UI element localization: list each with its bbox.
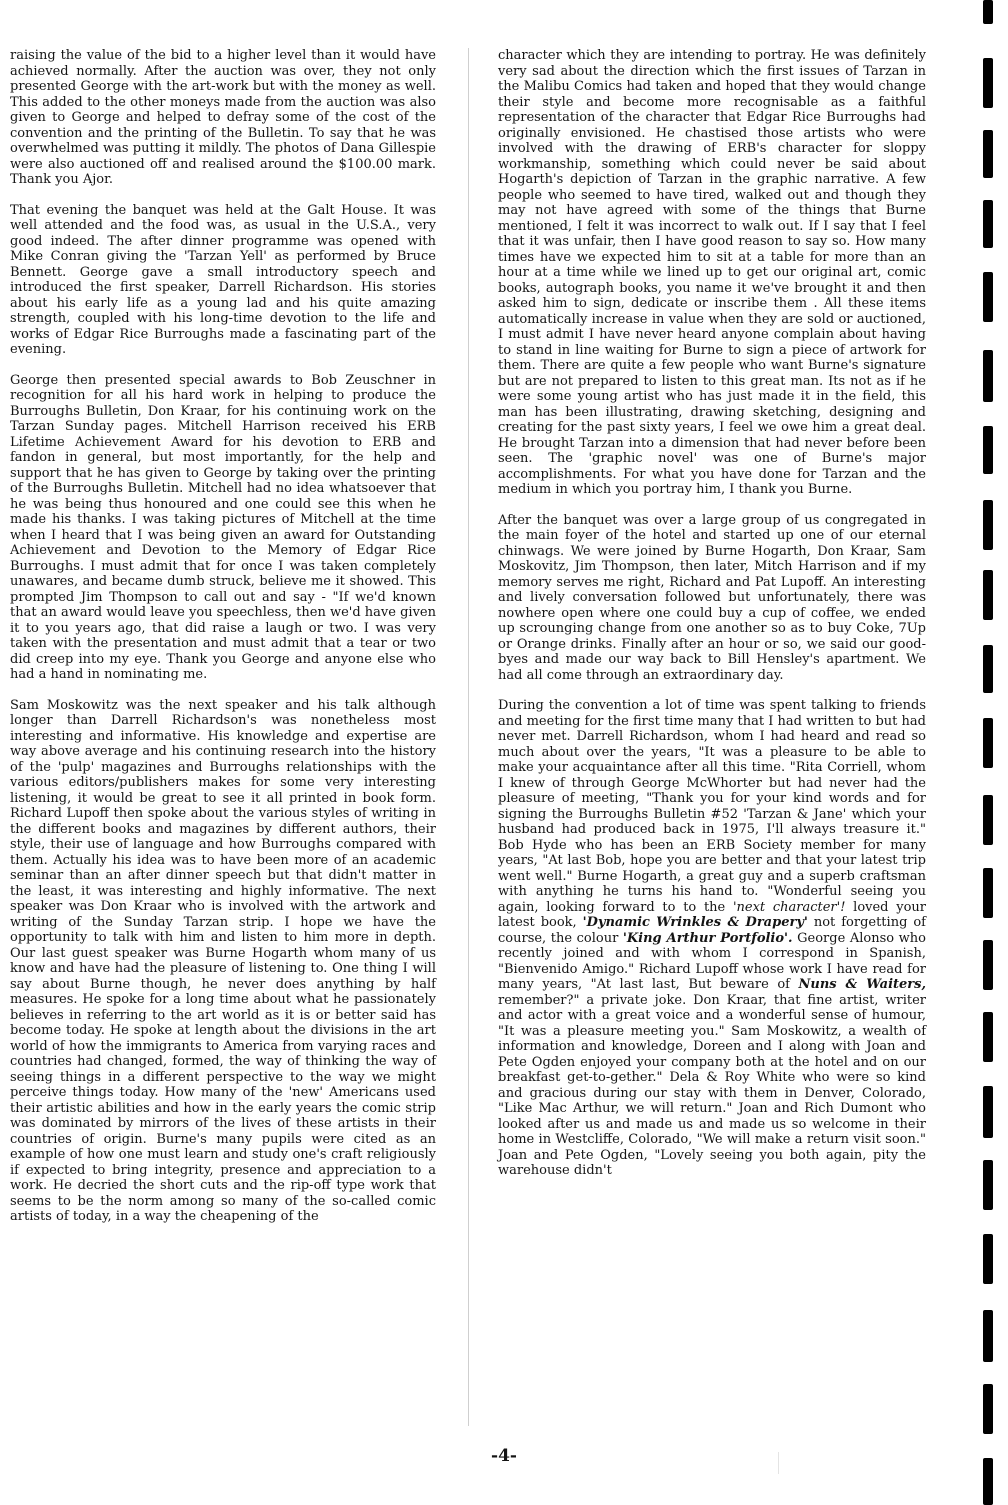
binding-mark (983, 1086, 993, 1138)
book-title: 'Dynamic Wrinkles & Drapery' (582, 915, 808, 930)
paragraph-hogarth: character which they are intending to portray. He was definitely very sad about the direction which the first issues of Tarzan in the Malibu Comics had taken and hoped that they would change their style and become more recognisable as a faithful representation of the character that Edgar Rice Burroughs had originally envisioned. He chastised those artists who were involved with the drawing of ERB's character for sloppy workmanship, something which could never be said about Hogarth's depiction of Tarzan in the graphic narrative. A few people who seemed to have tired, walked out and though they may not have agreed with some of the things that Burne mentioned, I felt it was incorrect to walk out. If I say that I feel that it was unfair, then I have good reason to say so. How many times have we expected him to sit at a table for more than an hour at a time while we lined up to get our original art, comic books, autograph books, you name it we've brought it and then asked him to sign, dedicate or inscribe them . All these items automatically increase in value when they are sold or auctioned, I must admit I have never heard anyone complain about having to stand in line waiting for Burne to sign a piece of artwork for them. There are quite a few people who want Burne's signature but are not prepared to listen to this great man. Its not as if he were some young artist who has just made it in the field, this man has been illustrating, drawing sketching, designing and creating for the past sixty years, I feel we owe him a great deal. He brought Tarzan into a dimension that had never before been seen. The 'graphic novel' was one of Burne's major accomplishments. For what you have done for Tarzan and the medium in which you portray him, I thank you Burne. (498, 48, 926, 497)
text-run: remember?" a private joke. Don Kraar, that fine artist, writer and actor with a great voice and a wonderful sense of humour, "It was a pleasure meeting you." Sam Moskowitz, a wealth of information and knowledge, Doreen and I along with Joan and Pete Ogden enjoyed your company both at the hotel and on our breakfast get-to-gether." Dela & Roy White who were so kind and gracious during our stay with them in Denver, Colorado, "Like Mac Arthur, we will return." Joan and Rich Dumont who looked after us and made us and made us so welcome in their home in Westcliffe, Colorado, "We will make a return visit soon." Joan and Pete Ogden, "Lovely seeing you both again, pity the warehouse didn't (498, 992, 926, 1178)
paragraph-speakers: Sam Moskowitz was the next speaker and his talk although longer than Darrell Richardson's was nonetheless most interesting and informative. His knowledge and expertise are way above average and his continuing research into the history of the 'pulp' magazines and Burroughs relationships with the various editors/publishers makes for some very interesting listening, it would be great to see it all printed in book form. Richard Lupoff then spoke about the various styles of writing in the different books and magazines by different authors, their style, their use of language and how Burroughs compared with them. Actually his idea was to have been more of an academic seminar than an after dinner speech but that didn't matter in the least, it was interesting and highly informative. The next speaker was Don Kraar who is involved with the artwork and writing of the Sunday Tarzan strip. I hope we have the opportunity to talk with him and listen to him more in depth. Our last guest speaker was Burne Hogarth whom many of us know and have had the pleasure of listening to. One thing I will say about Burne though, he never does anything by half measures. He spoke for a long time about what he passionately believes in referring to the art world as it is or better said has become today. He spoke at length about the divisions in the art world of how the immigrants to America from varying races and countries had changed, formed, the way of thinking the way of seeing things in a different perspective to the way we might perceive things today. How many of the 'new' Americans used their artistic abilities and how in the early years the comic strip was dominated by mirrors of the lives of these artists in their countries of origin. Burne's many pupils were cited as an example of how one must learn and study one's craft religiously if expected to bring integrity, presence and appreciation to a work. He decried the short cuts and the rip-off type work that seems to be the norm among so many of the so-called comic artists of today, in a way the cheapening of the (10, 697, 436, 1224)
binding-mark (983, 868, 993, 918)
binding-mark (983, 130, 993, 178)
text-run: loved your latest book, (498, 899, 926, 930)
paragraph-awards: George then presented special awards to Bob Zeuschner in recognition for all his hard work in helping to produce the Burroughs Bulletin, Don Kraar, for his continuing work on the Tarzan Sunday pages. Mitchell Harrison received his ERB Lifetime Achievement Award for his devotion to ERB and fandon in general, but most importantly, for the help and support that he has given to George by taking over the printing of the Burroughs Bulletin. Mitchell had no idea whatsoever that he was being thus honoured and one could see this when he made his thanks. I was taking pictures of Mitchell at the time when I heard that I was being given an award for Outstanding Achievement and Devotion to the Memory of Edgar Rice Burroughs. I must admit that for once I was taken completely unawares, and became dumb struck, believe me it showed. This prompted Jim Thompson to call out and say - "If we'd known that an award would leave you speechless, then we'd have given it to you years ago, that did raise a laugh or two. I was very taken with the presentation and must admit that a tear or two did creep into my eye. Thank you George and anyone else who had a hand in nominating me. (10, 372, 436, 682)
binding-mark (983, 272, 993, 322)
binding-mark (983, 200, 993, 248)
binding-mark (983, 500, 993, 550)
binding-mark (983, 426, 993, 474)
book-title: Nuns & Waiters, (798, 977, 926, 992)
paragraph-convention-friends (498, 698, 926, 1179)
binding-mark (983, 1384, 993, 1434)
text-run: not forgetting of course, the colour (498, 915, 926, 946)
binding-mark (983, 58, 993, 108)
binding-mark (983, 1310, 993, 1362)
binding-mark (983, 1458, 993, 1505)
binding-mark (983, 645, 993, 693)
book-title: 'King Arthur Portfolio'. (622, 930, 793, 946)
right-column (498, 48, 926, 1194)
binding-mark (983, 718, 993, 768)
page-number: -4- (491, 1446, 517, 1466)
binding-mark (983, 570, 993, 620)
binding-mark (983, 1234, 993, 1284)
column-divider (468, 48, 469, 1426)
paragraph-banquet: That evening the banquet was held at the Galt House. It was well attended and the food was, as usual in the U.S.A., very good indeed. The after dinner programme was opened with Mike Conran giving the 'Tarzan Yell' as performed by Bruce Bennett. George gave a small introductory speech and introduced the first speaker, Darrell Richardson. His stories about his early life as a young lad and his quite amazing strength, coupled with his long-time devotion to the life and works of Edgar Rice Burroughs made a fascinating part of the evening. (10, 202, 436, 357)
binding-mark (983, 1160, 993, 1210)
text-run: George Alonso who recently joined and with whom I correspond in Spanish, "Bienvenido Amigo." Richard Lupoff whose work I have read for many years, "At last last, But beware of (498, 930, 926, 992)
left-column (10, 48, 436, 1240)
binding-mark (983, 0, 993, 24)
paragraph-after-banquet: After the banquet was over a large group of us congregated in the main foyer of the hotel and started up one of our eternal chinwags. We were joined by Burne Hogarth, Don Kraar, Sam Moskovitz, Jim Thompson, then later, Mitch Harrison and if my memory serves me right, Richard and Pat Lupoff. An interesting and lively conversation followed but unfortunately, there was nowhere open where one could buy a cup of coffee, we ended up scrounging change from one another so as to buy Coke, 7Up or Orange drinks. Finally after an hour or so, we said our good-byes and made our way back to Bill Hensley's apartment. We had all come through an extraordinary day. (498, 512, 926, 683)
binding-mark (983, 940, 993, 990)
paragraph-auction: raising the value of the bid to a higher level than it would have achieved normally. After the auction was over, they not only presented George with the art-work but with the money as well. This added to the other moneys made from the auction was also given to George and helped to defray some of the cost of the convention and the printing of the Bulletin. To say that he was overwhelmed was putting it mildly. The photos of Dana Gillespie were also auctioned off and realised around the $100.00 mark. Thank you Ajor. (10, 48, 436, 187)
italic-quote: next character'! (736, 899, 846, 915)
binding-mark (983, 350, 993, 402)
text-run: During the convention a lot of time was spent talking to friends and meeting for the first time many that I had written to but had never met. Darrell Richardson, whom I had heard and read so much about over the years, "It was a pleasure to be able to make your acquaintance after all this time. "Rita Corriell, whom I knew of through George McWhorter but had never had the pleasure of meeting, "Thank you for your kind words and for signing the Burroughs Bulletin #52 'Tarzan & Jane' which your husband had produced back in 1975, I'll always treasure it." Bob Hyde who has been an ERB Society member for many years, "At last Bob, hope you are better and that your latest trip went well." Burne Hogarth, a great guy and a superb craftsman with anything he turns his hand to. "Wonderful seeing you again, looking forward to to the ' (498, 698, 926, 915)
binding-mark (983, 795, 993, 845)
binding-mark (983, 1012, 993, 1062)
